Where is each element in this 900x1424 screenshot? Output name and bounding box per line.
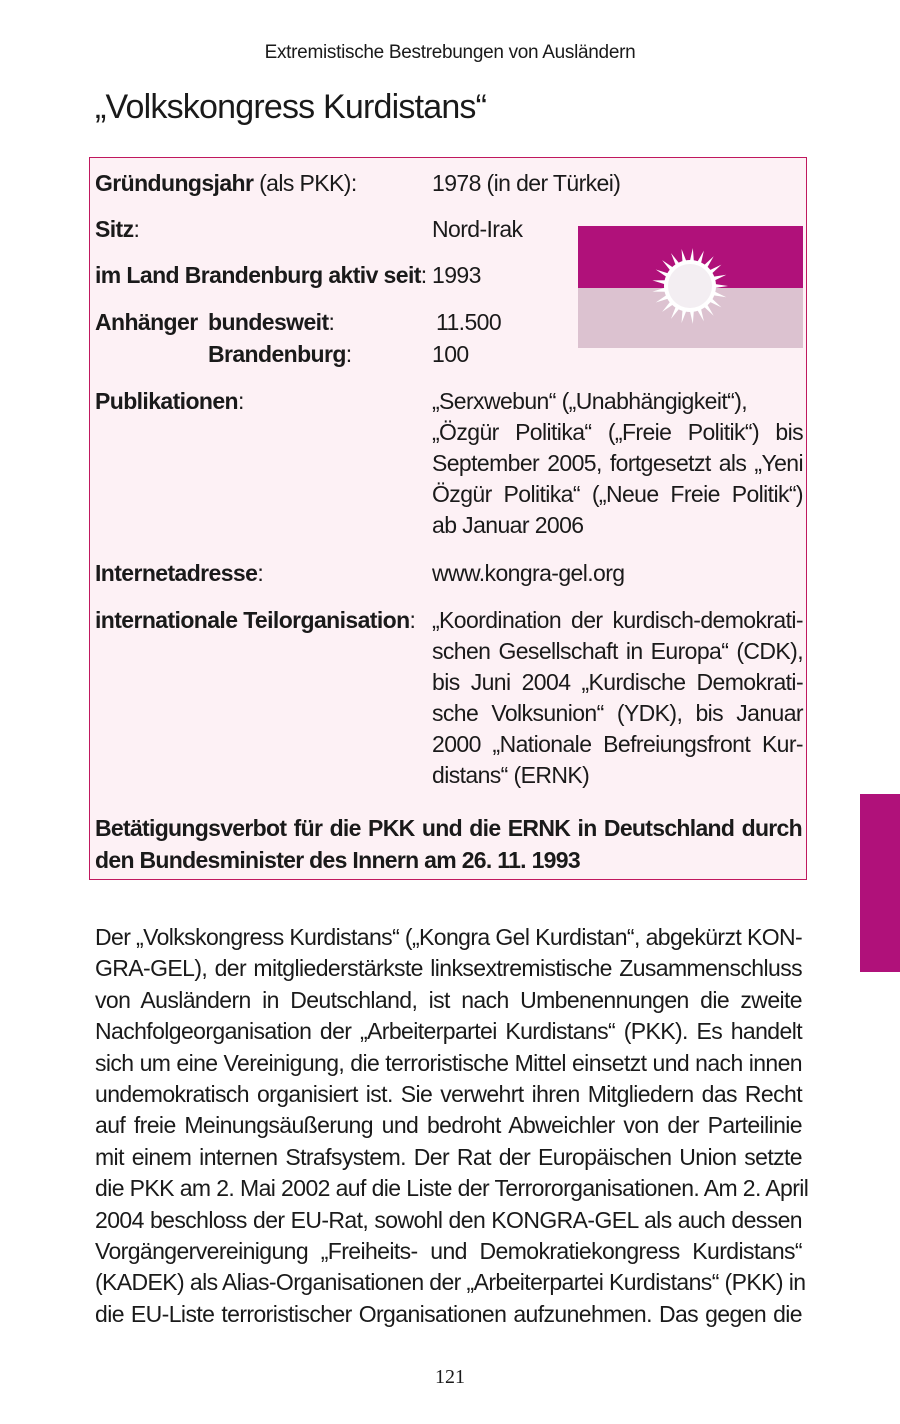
body-line: Vorgängervereinigung „Freiheits- und Demokratiekongress Kurdistans“ [95,1238,802,1265]
international-line: schen Gesellschaft in Europa“ (CDK), [432,638,803,664]
body-line: undemokratisch organisiert ist. Sie verwehrt ihren Mitgliedern das Recht [95,1081,802,1108]
body-line: Nachfolgeorganisation der „Arbeiterpartei Kurdistans“ (PKK). Es handelt [95,1018,802,1045]
page-number: 121 [435,1366,465,1388]
international-line: „Koordination der kurdisch-demokrati- [432,607,803,633]
publications-line: Özgür Politika“ („Neue Freie Politik“) [432,481,803,507]
ban-statement [95,812,802,876]
body-line: GRA-GEL), der mitgliederstärkste linksextremistische Zusammenschluss [95,955,802,982]
page-title: „Volkskongress Kurdistans“ [95,88,487,126]
founding-label: Gründungsjahr (als PKK): [95,170,357,196]
followers-state-label: Brandenburg: [208,341,352,367]
publications-line: ab Januar 2006 [432,512,584,538]
sun-emblem-icon [650,246,730,326]
body-line: auf freie Meinungsäußerung und bedroht Abweichler von der Parteilinie [95,1112,802,1139]
international-line: 2000 „Nationale Befreiungsfront Kur- [432,731,803,757]
ban-line: den Bundesminister des Innern am 26. 11. 1993 [95,847,580,873]
international-line: sche Volksunion“ (YDK), bis Januar [432,700,803,726]
publications-line: September 2005, fortgesetzt als „Yeni [432,450,803,476]
internet-value: www.kongra-gel.org [432,560,625,586]
body-line: (KADEK) als Alias-Organisationen der „Arbeiterpartei Kurdistans“ (PKK) in [95,1269,806,1296]
active-since-label: im Land Brandenburg aktiv seit: [95,262,427,288]
international-label: internationale Teilorganisation: [95,607,416,633]
chapter-tab-marker [860,794,900,972]
body-line: von Ausländern in Deutschland, ist nach Umbenennungen die zweite [95,986,802,1013]
followers-label: Anhänger [95,309,198,335]
followers-federal-value: 11.500 [436,309,502,335]
international-line: distans“ (ERNK) [432,762,590,788]
internet-label: Internetadresse: [95,560,264,586]
seat-value: Nord-Irak [432,216,523,242]
followers-federal-label: bundesweit: [208,309,335,335]
body-line: mit einem internen Strafsystem. Der Rat der Europäischen Union setzte [95,1143,802,1170]
body-line: sich um eine Vereinigung, die terroristische Mittel einsetzt und nach innen [95,1049,802,1076]
running-head: Extremistische Bestrebungen von Ausländern [264,42,636,63]
ban-line: Betätigungsverbot für die PKK und die ERNK in Deutschland durch [95,815,802,841]
sun-ray [714,284,728,288]
international-line: bis Juni 2004 „Kurdische Demokrati- [432,669,803,695]
body-paragraph [95,922,809,1330]
body-line: die PKK am 2. Mai 2002 auf die Liste der Terrororganisationen. Am 2. April [95,1175,809,1202]
international-value [432,605,803,791]
active-since-value: 1993 [432,262,481,288]
founding-value: 1978 (in der Türkei) [432,170,621,196]
body-line: Der „Volkskongress Kurdistans“ („Kongra Gel Kurdistan“, abgekürzt KON- [95,924,803,950]
publications-value [432,386,803,541]
seat-label: Sitz: [95,216,140,242]
publications-label: Publikationen: [95,388,244,414]
publications-line: „Serxwebun“ („Unabhängigkeit“), [432,388,748,414]
body-line: die EU-Liste terroristischer Organisationen aufzunehmen. Das gegen die [95,1300,802,1327]
body-line: 2004 beschloss der EU-Rat, sowohl den KONGRA-GEL als auch dessen [95,1206,802,1233]
followers-state-value: 100 [432,341,469,367]
publications-line: „Özgür Politika“ („Freie Politik“) bis [432,419,803,445]
organization-flag [578,226,803,348]
